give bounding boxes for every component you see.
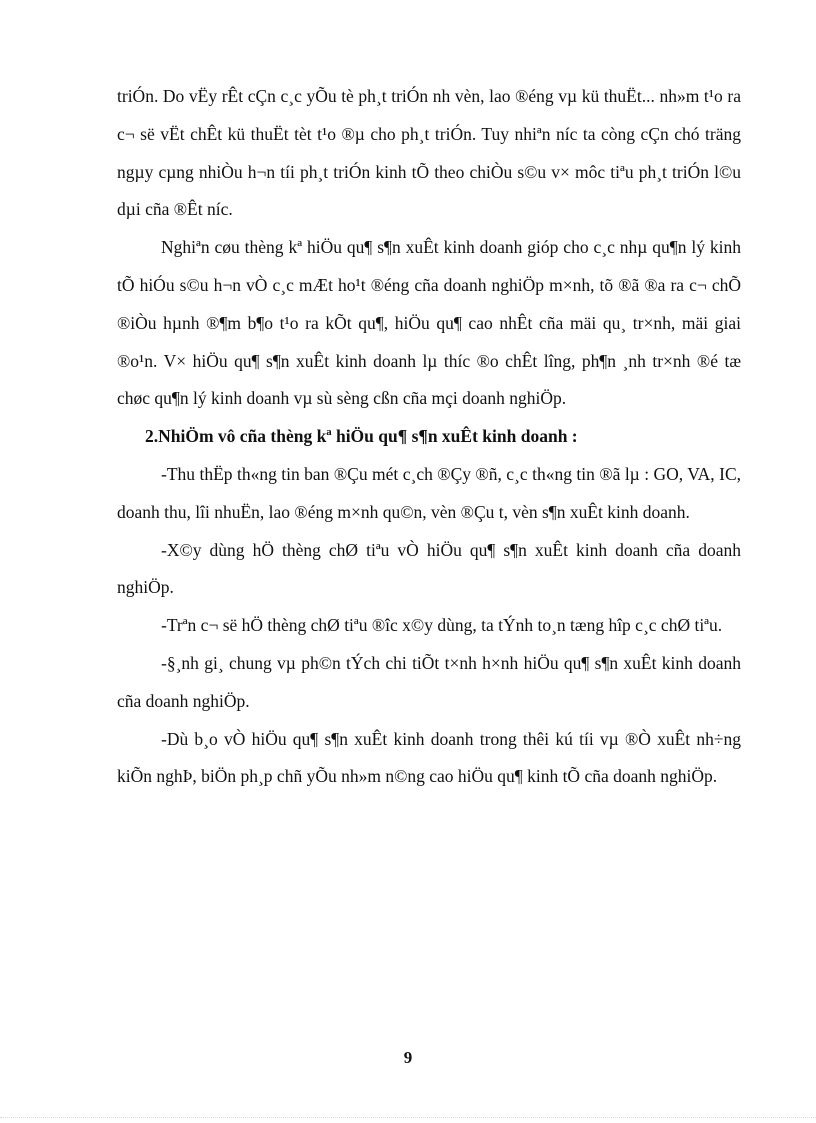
task-item-build-indicators: -X©y dùng hÖ thèng chØ tiªu vÒ hiÖu qu¶ s¶n xuÊt kinh doanh cña doanh nghiÖp.	[117, 539, 741, 598]
paragraph-continuation: triÓn. Do vËy rÊt cÇn c¸c yÕu tè ph¸t triÓn nh vèn, lao ®éng vµ kü thuËt... nh»m t¹o ra c¬ së vËt chÊt kü thuËt tèt t¹o ®µ cho ph¸t triÓn. Tuy nhiªn níc ta còng cÇn chó träng ngµy cµng nhiÒu h¬n tíi ph¸t triÓn kinh tÕ theo chiÒu s©u v× môc tiªu ph¸t triÓn l©u dµi cña ®Êt níc.	[117, 86, 741, 220]
page-number: 9	[403, 1048, 413, 1067]
page-bottom-divider	[0, 1117, 816, 1118]
section-heading: 2.NhiÖm vô cña thèng kª hiÖu qu¶ s¶n xuÊt kinh doanh :	[145, 426, 578, 447]
paragraph-research-purpose: Nghiªn cøu thèng kª hiÖu qu¶ s¶n xuÊt kinh doanh gióp cho c¸c nhµ qu¶n lý kinh tÕ hiÓu s©u h¬n vÒ c¸c mÆt ho¹t ®éng cña doanh nghiÖp m×nh, tõ ®ã ®a ra c¬ chÕ ®iÒu hµnh ®¶m b¶o t¹o ra kÕt qu¶, hiÖu qu¶ cao nhÊt cña mäi qu¸ tr×nh, mäi giai ®o¹n. V× hiÖu qu¶ s¶n xuÊt kinh doanh lµ thíc ®o chÊt lîng, ph¶n ¸nh tr×nh ®é tæ chøc qu¶n lý kinh doanh vµ sù sèng cßn cña mçi doanh nghiÖp.	[117, 237, 741, 409]
task-item-evaluate: -§¸nh gi¸ chung vµ ph©n tÝch chi tiÕt t×nh h×nh hiÖu qu¶ s¶n xuÊt kinh doanh cña doanh nghiÖp.	[117, 652, 741, 711]
page-body	[117, 78, 741, 796]
task-item-calculate: -Trªn c¬ së hÖ thèng chØ tiªu ®îc x©y dùng, ta tÝnh to¸n tæng hîp c¸c chØ tiªu.	[161, 615, 723, 636]
task-item-forecast: -Dù b¸o vÒ hiÖu qu¶ s¶n xuÊt kinh doanh trong thêi kú tíi vµ ®Ò xuÊt nh÷ng kiÕn nghÞ, biÖn ph¸p chñ yÕu nh»m n©ng cao hiÖu qu¶ kinh tÕ cña doanh nghiÖp.	[117, 728, 741, 787]
task-item-collect-info: -Thu thËp th«ng tin ban ®Çu mét c¸ch ®Çy ®ñ, c¸c th«ng tin ®ã lµ : GO, VA, IC, doanh thu, lîi nhuËn, lao ®éng m×nh qu©n, vèn ®Çu t, vèn s¶n xuÊt kinh doanh.	[117, 463, 741, 522]
